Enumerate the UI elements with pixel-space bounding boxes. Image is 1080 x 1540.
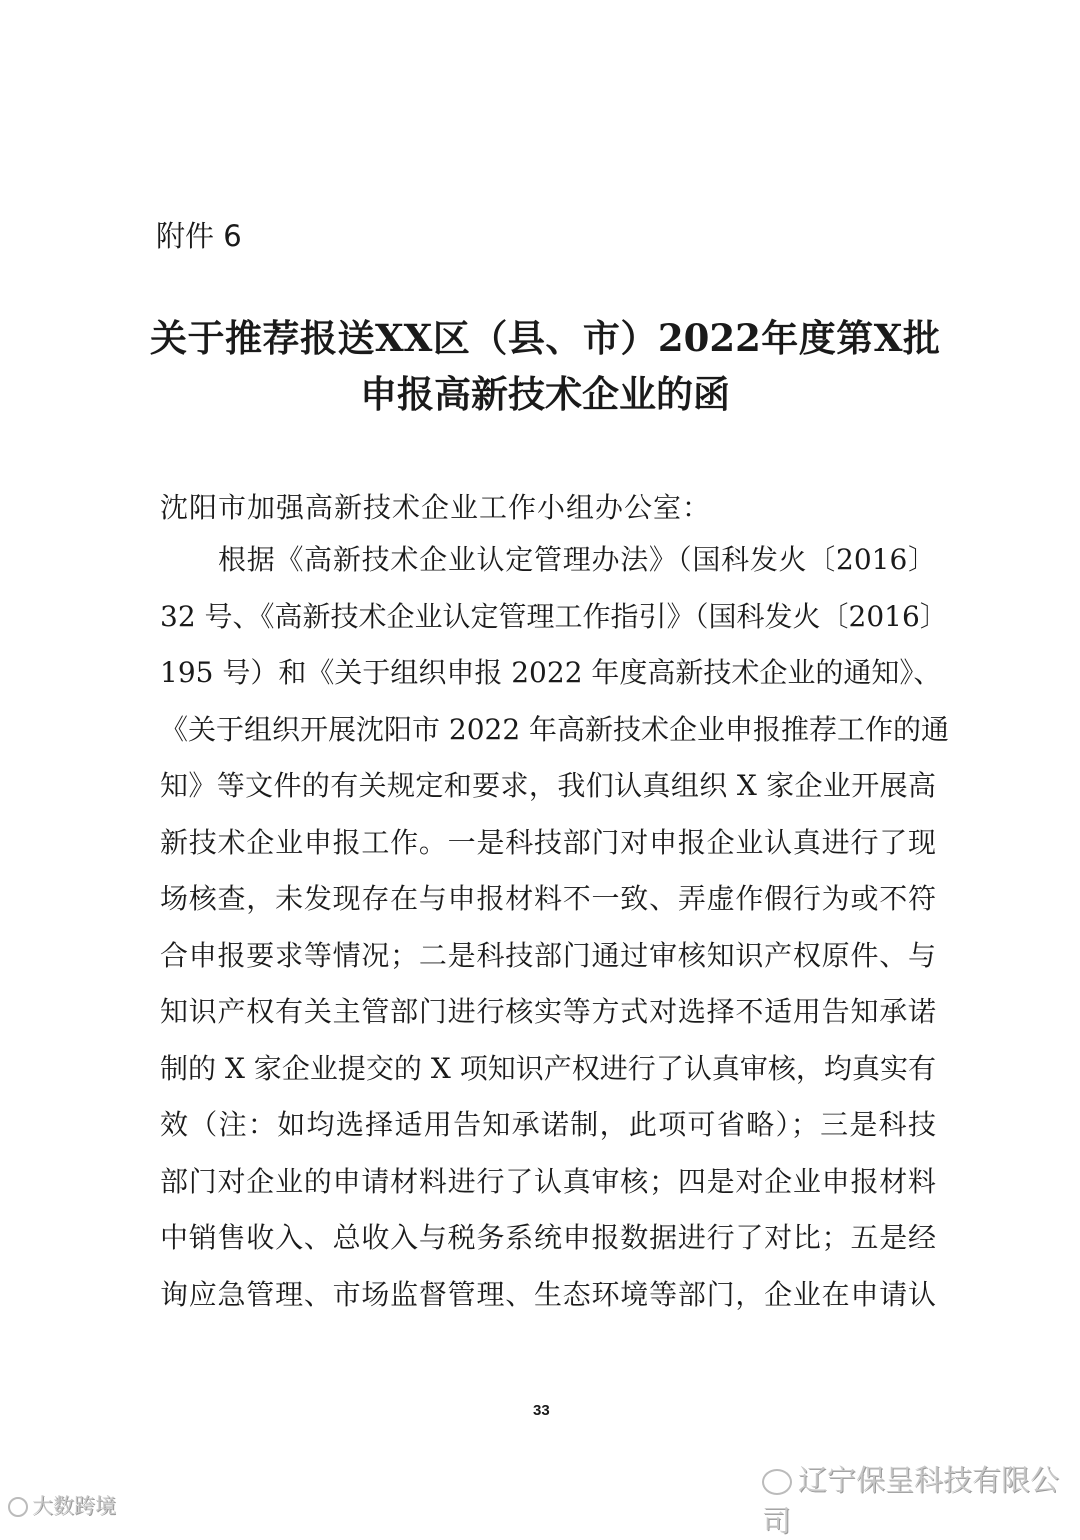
wechat-icon bbox=[762, 1469, 792, 1495]
body-line: 知》等文件的有关规定和要求，我们认真组织 X 家企业开展高 bbox=[160, 769, 936, 802]
document-title-line1: 关于推荐报送XX区（县、市）2022年度第X批 bbox=[150, 316, 940, 360]
body-line: 195 号）和《关于组织申报 2022 年度高新技术企业的通知》、 bbox=[160, 656, 942, 689]
wechat-watermark bbox=[762, 1458, 1080, 1540]
body-line: 中销售收入、总收入与税务系统申报数据进行了对比；五是经 bbox=[160, 1221, 936, 1254]
body-line: 合申报要求等情况；二是科技部门通过审核知识产权原件、与 bbox=[160, 938, 936, 972]
attachment-label: 附件 6 bbox=[156, 219, 242, 253]
body-line: 效（注：如均选择适用告知承诺制，此项可省略）；三是科技 bbox=[160, 1108, 936, 1141]
body-line: 知识产权有关主管部门进行核实等方式对选择不适用告知承诺 bbox=[160, 995, 936, 1028]
document-title-line2: 申报高新技术企业的函 bbox=[360, 372, 730, 416]
body-line: 32 号、《高新技术企业认定管理工作指引》（国科发火〔2016〕 bbox=[160, 599, 948, 633]
body-line: 《关于组织开展沈阳市 2022 年高新技术企业申报推荐工作的通 bbox=[160, 712, 950, 746]
weibo-watermark bbox=[8, 1490, 116, 1520]
body-line: 询应急管理、市场监督管理、生态环境等部门，企业在申请认 bbox=[160, 1277, 936, 1311]
page-number: 33 bbox=[533, 1402, 550, 1419]
wechat-watermark-text: 辽宁保呈科技有限公司 bbox=[762, 1463, 1060, 1538]
weibo-watermark-text: 大数跨境 bbox=[32, 1494, 116, 1518]
body-line: 部门对企业的申请材料进行了认真审核；四是对企业申报材料 bbox=[160, 1164, 936, 1198]
salutation: 沈阳市加强高新技术企业工作小组办公室： bbox=[160, 491, 712, 524]
body-line: 根据《高新技术企业认定管理办法》（国科发火〔2016〕 bbox=[218, 543, 936, 576]
body-line: 场核查，未发现存在与申报材料不一致、弄虚作假行为或不符 bbox=[160, 882, 936, 915]
weibo-icon bbox=[8, 1497, 28, 1517]
body-line: 新技术企业申报工作。一是科技部门对申报企业认真进行了现 bbox=[160, 825, 936, 859]
body-line: 制的 X 家企业提交的 X 项知识产权进行了认真审核，均真实有 bbox=[160, 1051, 936, 1085]
body-text bbox=[160, 543, 950, 1334]
